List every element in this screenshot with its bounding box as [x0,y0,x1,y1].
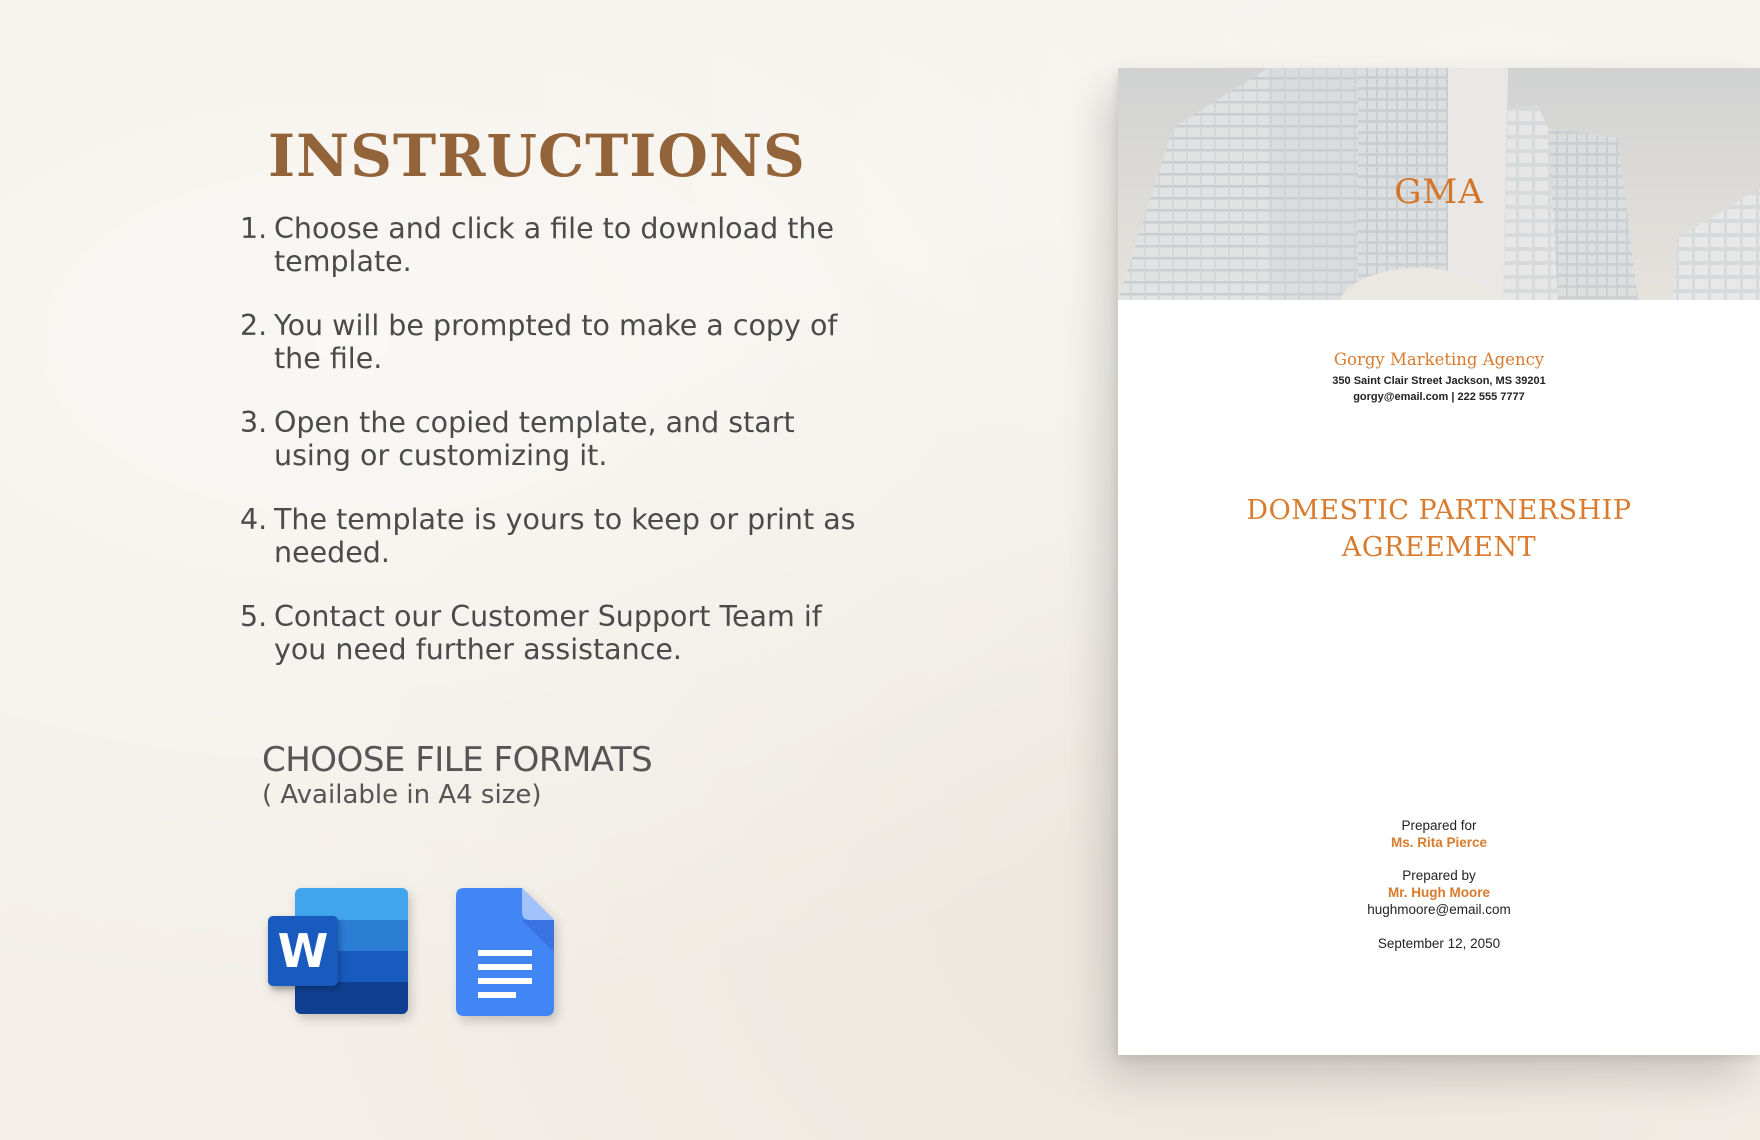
document-date: September 12, 2050 [1377,936,1501,951]
instructions-list [240,212,860,697]
step-number: 1. [240,212,268,245]
step-text: Choose and click a file to download the template. [274,212,834,278]
prepared-for-label: Prepared for [1401,818,1477,833]
company-address: 350 Saint Clair Street Jackson, MS 39201 [1332,375,1546,387]
document-title [1118,492,1760,566]
document-title-line: DOMESTIC PARTNERSHIP [1246,495,1632,526]
prepared-by-label: Prepared by [1402,868,1476,883]
microsoft-word-icon[interactable] [268,888,408,1014]
prepared-by-email: hughmoore@email.com [1367,902,1511,917]
google-docs-icon[interactable] [456,888,554,1016]
step-text: You will be prompted to make a copy of the file. [274,309,838,375]
step-number: 2. [240,309,268,342]
company-name: Gorgy Marketing Agency [1333,350,1545,369]
instructions-title: INSTRUCTIONS [268,122,806,190]
prepared-by-name: Mr. Hugh Moore [1388,885,1490,900]
company-logo: GMA [1394,172,1484,212]
step-text: The template is yours to keep or print as needed. [274,503,856,569]
step-number: 3. [240,406,268,439]
instruction-step [240,212,860,278]
google-docs-icon-graphic [456,888,554,1016]
file-formats-subtitle: ( Available in A4 size) [262,780,542,810]
file-formats-title: CHOOSE FILE FORMATS [262,740,653,780]
instruction-step [240,503,860,569]
word-icon-band [295,982,408,1014]
instruction-step [240,309,860,375]
document-preview [1118,68,1760,1055]
word-icon-letter: W [268,916,338,986]
step-number: 4. [240,503,268,536]
instruction-step [240,600,860,666]
document-title-line: AGREEMENT [1341,532,1537,563]
step-text: Open the copied template, and start using or customizing it. [274,406,795,472]
step-text: Contact our Customer Support Team if you need further assistance. [274,600,822,666]
step-number: 5. [240,600,268,633]
instruction-step [240,406,860,472]
company-contact: gorgy@email.com | 222 555 7777 [1353,391,1525,403]
prepared-for-name: Ms. Rita Pierce [1390,835,1488,850]
